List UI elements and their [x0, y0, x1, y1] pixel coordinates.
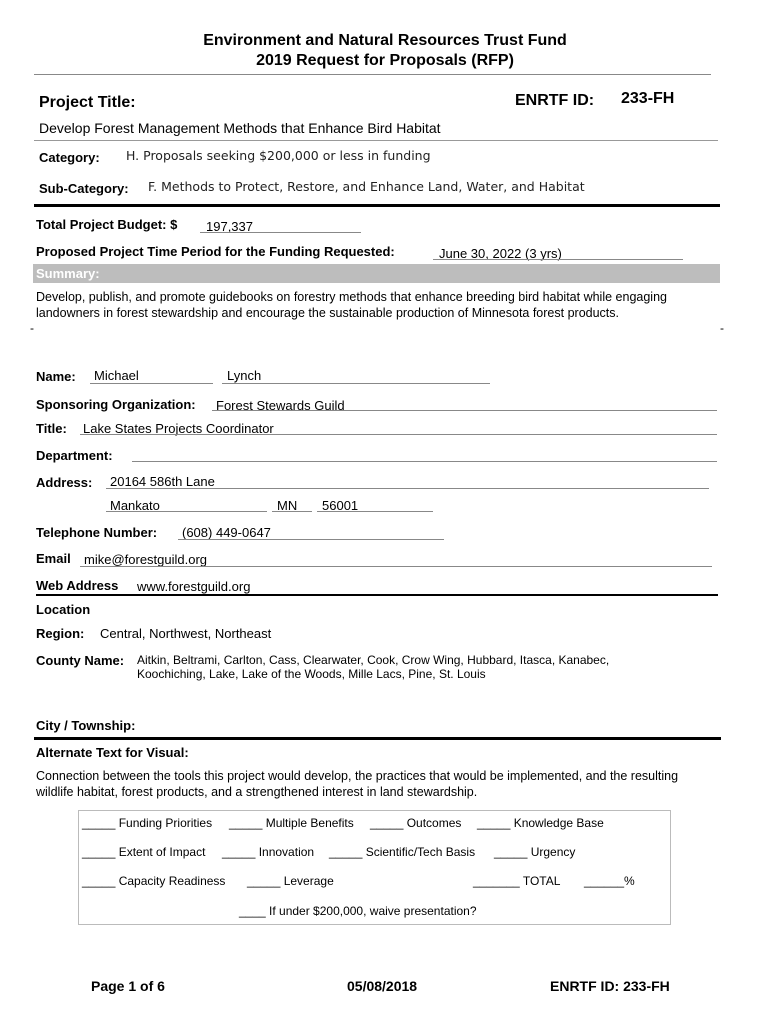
address-zip-value: 56001	[322, 498, 359, 513]
score-percent: ______%	[584, 874, 635, 888]
alt-text-value: Connection between the tools this project would develop, the practices that would be implemented, and the resulting wildlife habitat, forest products, and a strengthened interest in land stewardship.	[36, 769, 679, 799]
address-state-underline	[272, 511, 312, 512]
header-divider	[34, 74, 711, 75]
score-outcomes: _____ Outcomes	[370, 816, 462, 830]
last-name-underline	[222, 383, 490, 384]
address-state-value: MN	[277, 498, 298, 513]
enrtf-id: 233-FH	[621, 90, 675, 107]
alt-text-label: Alternate Text for Visual:	[36, 745, 189, 760]
summary-bar	[33, 264, 720, 283]
org-label: Sponsoring Organization:	[36, 397, 196, 412]
address-zip-underline	[317, 511, 433, 512]
address-street-underline	[106, 488, 709, 489]
first-name-value: Michael	[94, 368, 139, 383]
score-scientific-tech: _____ Scientific/Tech Basis	[329, 845, 476, 859]
title-underline	[80, 434, 717, 435]
county-line-2: Koochiching, Lake, Lake of the Woods, Mille Lacs, Pine, St. Louis	[137, 667, 486, 681]
enrtf-label: ENRTF ID:	[515, 92, 595, 109]
region-label: Region:	[36, 626, 85, 641]
header-title: Environment and Natural Resources Trust Fund	[203, 32, 567, 49]
address-street-value: 20164 586th Lane	[110, 474, 215, 489]
county-line-1: Aitkin, Beltrami, Carlton, Cass, Clearwater, Cook, Crow Wing, Hubbard, Itasca, Kanabec,	[137, 653, 610, 667]
city-label: City / Township:	[36, 718, 136, 733]
city-divider-thick	[34, 737, 721, 740]
period-label: Proposed Project Time Period for the Funding Requested:	[36, 244, 395, 259]
score-leverage: _____ Leverage	[247, 874, 334, 888]
department-label: Department:	[36, 448, 113, 463]
last-name-value: Lynch	[227, 368, 262, 383]
score-total: _______ TOTAL	[473, 874, 561, 888]
budget-value: 197,337	[206, 219, 253, 234]
phone-label: Telephone Number:	[36, 525, 158, 540]
department-underline	[132, 461, 717, 462]
footer-date: 05/08/2018	[347, 978, 418, 994]
score-funding-priorities: _____ Funding Priorities	[82, 816, 213, 830]
org-value: Forest Stewards Guild	[216, 398, 345, 413]
score-multiple-benefits: _____ Multiple Benefits	[229, 816, 354, 830]
address-label: Address:	[36, 475, 93, 490]
title-label: Title:	[36, 421, 67, 436]
project-title-label: Project Title:	[39, 94, 136, 111]
period-underline	[433, 259, 683, 260]
score-capacity: _____ Capacity Readiness	[82, 874, 226, 888]
project-title-value: Develop Forest Management Methods that Enhance Bird Habitat	[39, 120, 441, 136]
category-label: Category:	[39, 150, 100, 165]
address-city-underline	[106, 511, 267, 512]
footer-id: ENRTF ID: 233-FH	[550, 978, 670, 994]
score-waive: ____ If under $200,000, waive presentation?	[239, 904, 477, 918]
address-city-value: Mankato	[110, 498, 160, 513]
score-innovation: _____ Innovation	[222, 845, 315, 859]
category-value: H. Proposals seeking $200,000 or less in funding	[126, 148, 431, 163]
org-underline	[212, 410, 717, 411]
margin-mark-right: -	[720, 321, 724, 335]
web-label: Web Address	[36, 578, 119, 593]
phone-value: (608) 449-0647	[182, 525, 271, 540]
email-label: Email	[36, 551, 71, 566]
title-value: Lake States Projects Coordinator	[83, 421, 274, 436]
email-underline	[80, 566, 712, 567]
period-value: June 30, 2022 (3 yrs)	[439, 246, 562, 261]
footer-page: Page 1 of 6	[91, 978, 165, 994]
web-divider	[36, 594, 718, 596]
summary-text: Develop, publish, and promote guidebooks on forestry methods that enhance breeding bird habitat while engaging landowners in forest stewardship and encourage the sustainable production of Minnesota forest products.	[36, 290, 667, 320]
score-knowledge-base: _____ Knowledge Base	[477, 816, 604, 830]
title-divider	[34, 140, 718, 141]
phone-underline	[178, 539, 444, 540]
subcategory-value: F. Methods to Protect, Restore, and Enhance Land, Water, and Habitat	[148, 179, 585, 194]
header-subtitle: 2019 Request for Proposals (RFP)	[256, 52, 514, 69]
budget-underline	[200, 232, 361, 233]
margin-mark-left: -	[30, 321, 34, 335]
scoring-box	[78, 810, 671, 925]
email-value: mike@forestguild.org	[84, 552, 208, 567]
score-extent-of-impact: _____ Extent of Impact	[82, 845, 206, 859]
score-urgency: _____ Urgency	[494, 845, 576, 859]
budget-label: Total Project Budget: $	[36, 217, 178, 232]
summary-label: Summary:	[36, 266, 100, 281]
region-value: Central, Northwest, Northeast	[100, 626, 272, 641]
web-value: www.forestguild.org	[137, 579, 251, 594]
section-divider-thick	[34, 204, 720, 207]
location-label: Location	[36, 602, 91, 617]
county-label: County Name:	[36, 653, 125, 668]
name-label: Name:	[36, 369, 76, 384]
subcategory-label: Sub-Category:	[39, 181, 129, 196]
first-name-underline	[90, 383, 213, 384]
